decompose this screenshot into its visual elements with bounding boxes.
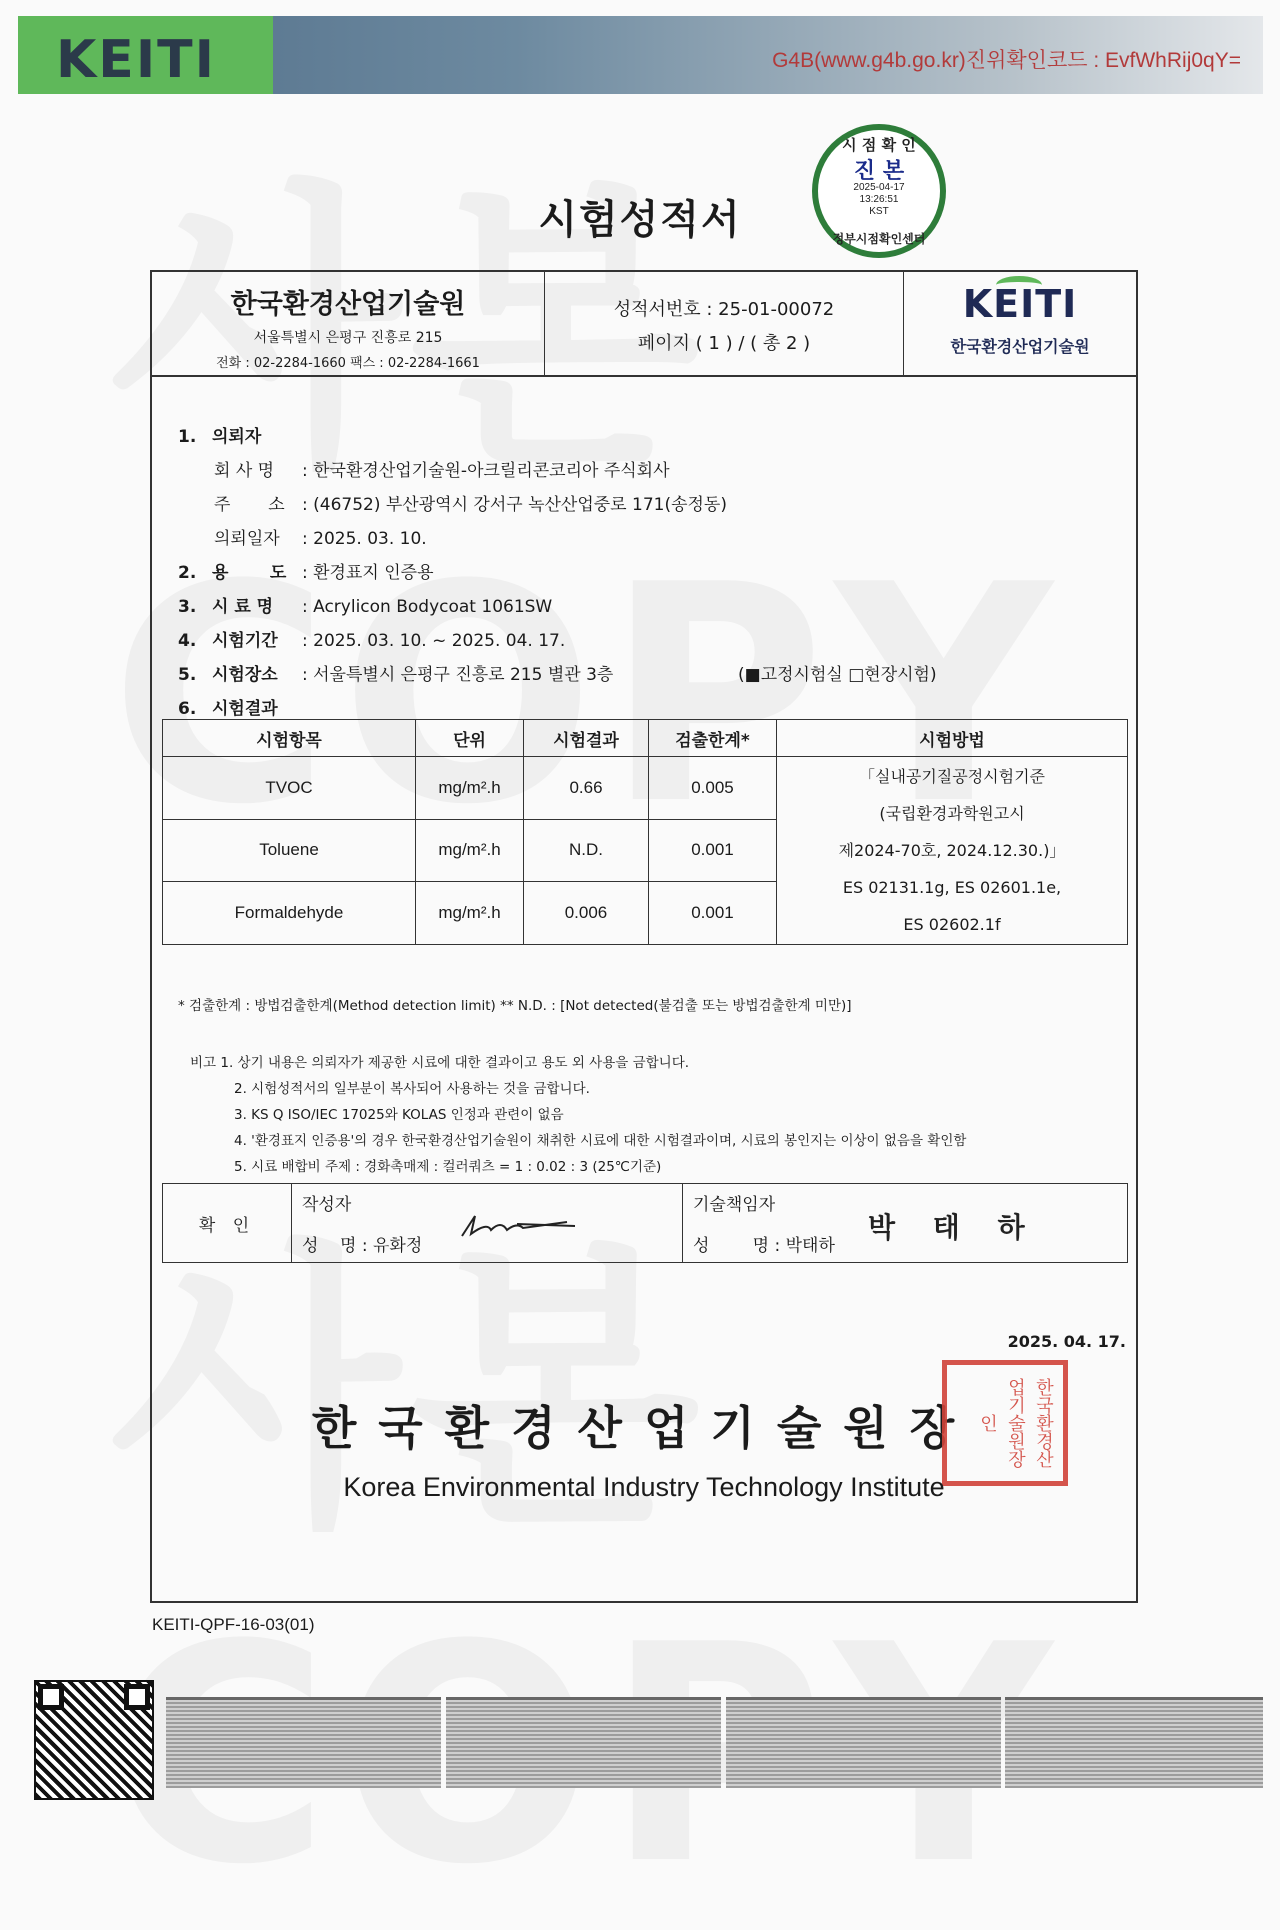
org-contact: 전화 : 02-2284-1660 팩스 : 02-2284-1661	[216, 356, 480, 371]
manager-name: 성 명 : 박태하	[693, 1236, 835, 1256]
section-results: 6. 시험결과	[178, 699, 278, 719]
cell-unit: mg/m².h	[416, 882, 524, 945]
keiti-logo-banner	[18, 16, 273, 94]
keiti-logo: KEITI	[962, 282, 1078, 326]
org-address: 서울특별시 은평구 진흥로 215	[253, 330, 443, 346]
cell-limit: 0.001	[649, 819, 777, 882]
signature-icon	[457, 1212, 577, 1240]
stamp-timezone: KST	[869, 206, 889, 217]
cell-result: 0.006	[524, 882, 649, 945]
page-indicator: 페이지 ( 1 ) / ( 총 2 )	[637, 333, 811, 354]
cell-item: Toluene	[163, 819, 416, 882]
col-detection-limit: 검출한계*	[649, 720, 777, 757]
qr-code-icon[interactable]	[34, 1680, 154, 1800]
cell-limit: 0.001	[649, 882, 777, 945]
manager-seal: 박 태 하	[868, 1211, 1039, 1244]
keiti-logo-subtitle: 한국환경산업기술원	[950, 337, 1090, 356]
stamp-original-label: 진 본	[853, 159, 905, 184]
security-barcode-3	[726, 1697, 1001, 1788]
col-test-method: 시험방법	[777, 720, 1128, 757]
cell-unit: mg/m².h	[416, 757, 524, 820]
field-company: 회 사 명 : 한국환경산업기술원-아크릴리콘코리아 주식회사	[214, 461, 670, 481]
section-test-period: 4. 시험기간 : 2025. 03. 10. ~ 2025. 04. 17.	[178, 631, 566, 651]
results-table	[162, 719, 1128, 945]
section-purpose: 2. 용 도 : 환경표지 인증용	[178, 563, 434, 583]
certificate-header	[152, 272, 1136, 377]
cell-item: TVOC	[163, 757, 416, 820]
author-role: 작성자	[302, 1195, 352, 1215]
cell-method: 「실내공기질공정시험기준 (국립환경과학원고시 제2024-70호, 2024.12.30.)」 ES 02131.1g, ES 02601.1e, ES 02602.1f	[777, 757, 1128, 945]
results-header-row	[163, 720, 1128, 757]
manager-cell	[683, 1184, 1127, 1262]
security-barcode-1	[166, 1697, 441, 1788]
col-unit: 단위	[416, 720, 524, 757]
issuer-korean: 한국환경산업기술원장	[311, 1401, 977, 1455]
keiti-logo-text: KEITI	[56, 30, 216, 90]
cell-result: 0.66	[524, 757, 649, 820]
confirmation-table	[162, 1183, 1128, 1263]
org-name: 한국환경산업기술원	[230, 289, 466, 320]
remark-4: 4. '환경표지 인증용'의 경우 한국환경산업기술원이 채취한 시료에 대한 시험결과이며, 시료의 봉인지는 이상이 없음을 확인함	[234, 1133, 967, 1149]
remark-2: 2. 시험성적서의 일부분이 복사되어 사용하는 것을 금합니다.	[234, 1081, 590, 1097]
cell-item: Formaldehyde	[163, 882, 416, 945]
cell-unit: mg/m².h	[416, 819, 524, 882]
stamp-time: 13:26:51	[859, 194, 899, 205]
test-location-options: (■고정시험실 □현장시험)	[738, 665, 937, 685]
security-barcode-4	[1005, 1697, 1263, 1788]
section-sample: 3. 시 료 명 : Acrylicon Bodycoat 1061SW	[178, 597, 553, 617]
issuer-english: Korea Environmental Industry Technology Institute	[343, 1472, 945, 1502]
certificate-body	[150, 270, 1138, 1603]
page-title: 시험성적서	[538, 197, 742, 243]
timestamp-verification-stamp	[812, 124, 946, 258]
keiti-logo-block	[904, 272, 1136, 375]
form-code: KEITI-QPF-16-03(01)	[152, 1615, 315, 1634]
report-number: 성적서번호 : 25-01-00072	[613, 299, 835, 320]
confirm-label: 확 인	[163, 1184, 292, 1262]
stamp-ring-bottom: 정부시점확인센터	[832, 232, 926, 246]
report-info	[545, 272, 904, 375]
author-name: 성 명 : 유화정	[302, 1236, 423, 1256]
table-row	[163, 757, 1128, 820]
remark-5: 5. 시료 배합비 주제 : 경화촉매제 : 컬러쿼츠 = 1 : 0.02 : 3 (25℃기준)	[234, 1159, 662, 1175]
field-request-date: 의뢰일자 : 2025. 03. 10.	[214, 529, 427, 549]
cell-result: N.D.	[524, 819, 649, 882]
issue-date: 2025. 04. 17.	[1007, 1332, 1126, 1351]
stamp-date: 2025-04-17	[853, 182, 905, 193]
field-address: 주 소 : (46752) 부산광역시 강서구 녹산산업중로 171(송정동)	[214, 495, 727, 515]
official-seal-icon: 한국환경산업기술원장인	[942, 1360, 1068, 1486]
stamp-ring-top: 시 점 확 인	[842, 136, 916, 154]
col-result: 시험결과	[524, 720, 649, 757]
footnote: * 검출한계 : 방법검출한계(Method detection limit) ** N.D. : [Not detected(불검출 또는 방법검출한계 미만)]	[178, 998, 852, 1014]
col-test-item: 시험항목	[163, 720, 416, 757]
remark-3: 3. KS Q ISO/IEC 17025와 KOLAS 인정과 관련이 없음	[234, 1107, 564, 1123]
verification-code: G4B(www.g4b.go.kr)진위확인코드 : EvfWhRij0qY=	[772, 49, 1241, 72]
section-requester: 1. 의뢰자	[178, 427, 262, 447]
stamp-datetime	[818, 182, 940, 218]
remarks	[190, 1050, 966, 1180]
verification-banner	[18, 16, 1263, 94]
security-barcode-2	[446, 1697, 721, 1788]
remark-1: 비고 1. 상기 내용은 의뢰자가 제공한 시료에 대한 결과이고 용도 외 사용을 금합니다.	[190, 1055, 690, 1071]
issuer-info	[152, 272, 545, 375]
author-cell	[292, 1184, 683, 1262]
cell-limit: 0.005	[649, 757, 777, 820]
section-test-location: 5. 시험장소 : 서울특별시 은평구 진흥로 215 별관 3층 (■고정시험실 □현장시험)	[178, 660, 1118, 685]
manager-role: 기술책임자	[693, 1195, 776, 1215]
